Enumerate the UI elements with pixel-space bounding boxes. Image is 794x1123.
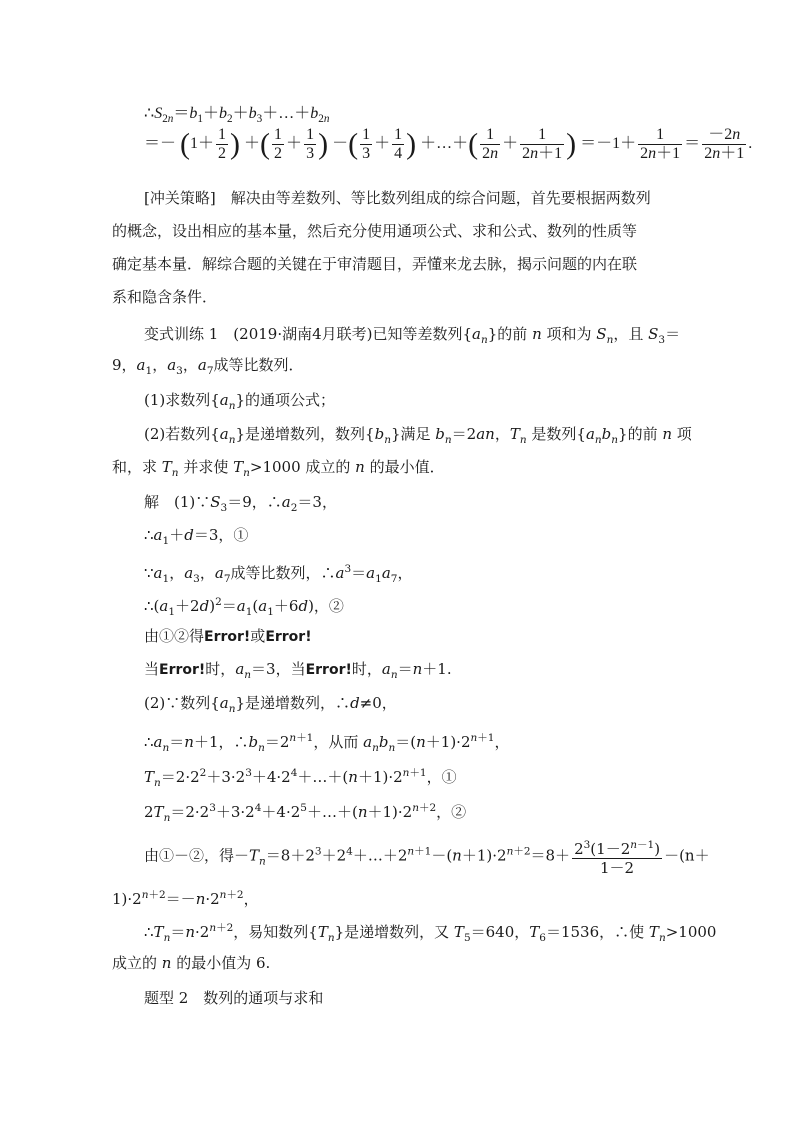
strategy-line-2: 的概念，设出相应的基本量，然后充分使用通项公式、求和公式、数列的性质等: [112, 222, 638, 240]
solution-7: (2)∵数列$\{a_n\}$是递增数列，∴d≠0，: [144, 694, 397, 715]
strategy-line-3: 确定基本量．解综合题的关键在于审清题目，弄懂来龙去脉，揭示问题的内在联: [112, 255, 638, 273]
sum-expansion-line: ＝－ (1＋ $\frac{1}{2}$ ) ＋( $\frac{1}{2}$ ＋ $\frac{1}{3}$ ) －( $\frac{1}{3}$ ＋ $\frac{1}{4}$ ) ＋…＋( $\frac{1}{2n}$ ＋ $\frac{1}{2n+1}$ ) ＝－1＋ $\frac{1}{2n+1}$ ＝ $\frac{-2n}{2n+1}$ .: [144, 126, 753, 162]
strategy-label: [冲关策略]: [144, 189, 216, 207]
solution-14: 成立的 n 的最小值为 6.: [112, 954, 271, 972]
section-heading: 题型 2 数列的通项与求和: [144, 989, 324, 1007]
strategy-line-4: 系和隐含条件．: [112, 288, 218, 306]
question-1: (1)求数列$\{a_n\}$的通项公式；: [144, 391, 336, 412]
solution-1: 解 $(1)\because S_3=9$，$\therefore a_2=3$，: [144, 493, 337, 514]
question-2-line-1: (2)若数列$\{a_n\}$是递增数列，数列$\{b_n\}$满足 $b_n=2an$，$T_n$ 是数列$\{a_nb_n\}$的前 n 项: [144, 425, 692, 446]
solution-4: $\therefore(a_1+2d)^2=a_1(a_1+6d)$，②: [144, 596, 344, 618]
exercise-title: 变式训练 1 (2019·湖南4月联考)已知等差数列$\{a_n\}$的前 n 项和为 $S_n$，且 $S_3=$: [144, 325, 681, 346]
question-2-line-2: 和，求 $T_n$ 并求使 $T_n>1000$ 成立的 n 的最小值．: [112, 458, 445, 479]
solution-11: 由①－②，得$-T_n=8+2^3+2^4+\dots+2^{n+1}-(n+1)\cdot 2^{n+2}=8+$ $\frac{2^3(1-2^{n-1})}{1-2}$ －(n＋: [144, 836, 654, 877]
solution-13: $\therefore T_n=n\cdot 2^{n+2}$，易知数列$\{T_n\}$是递增数列，又 $T_5=640$，$T_6=1536$，∴使 $T_n>1000$: [144, 922, 717, 944]
sum-definition-line: $\therefore S_{2n}=b_1+b_2+b_3+\dots+b_{2n}$: [144, 105, 330, 126]
solution-2: $\therefore a_1+d=3$，①: [144, 526, 249, 547]
exercise-continuation: 9，$a_1$，$a_3$，$a_7$成等比数列．: [112, 356, 304, 377]
solution-5: 由①②得Error!或Error!: [144, 627, 312, 645]
solution-12: $1)\cdot 2^{n+2}=-n\cdot 2^{n+2}$，: [112, 889, 259, 908]
solution-3: $\because a_1$，$a_3$，$a_7$成等比数列，$\therefore a^3=a_1a_7$，: [144, 563, 413, 585]
solution-6: 当Error!时，$a_n=3$，当Error!时，$a_n=n+1$.: [144, 660, 452, 681]
solution-10: $2T_n=2\cdot 2^3+3\cdot 2^4+4\cdot 2^5+\dots+(n+1)\cdot 2^{n+2}$，②: [144, 802, 467, 824]
strategy-line-1: [冲关策略] 解决由等差数列、等比数列组成的综合问题，首先要根据两数列: [144, 189, 651, 207]
solution-8: $\therefore a_n=n+1$，$\therefore b_n=2^{n+1}$，从而 $a_nb_n=(n+1)\cdot 2^{n+1}$，: [144, 732, 510, 754]
solution-9: $T_n=2\cdot 2^2+3\cdot 2^3+4\cdot 2^4+\dots+(n+1)\cdot 2^{n+1}$，①: [144, 767, 457, 789]
